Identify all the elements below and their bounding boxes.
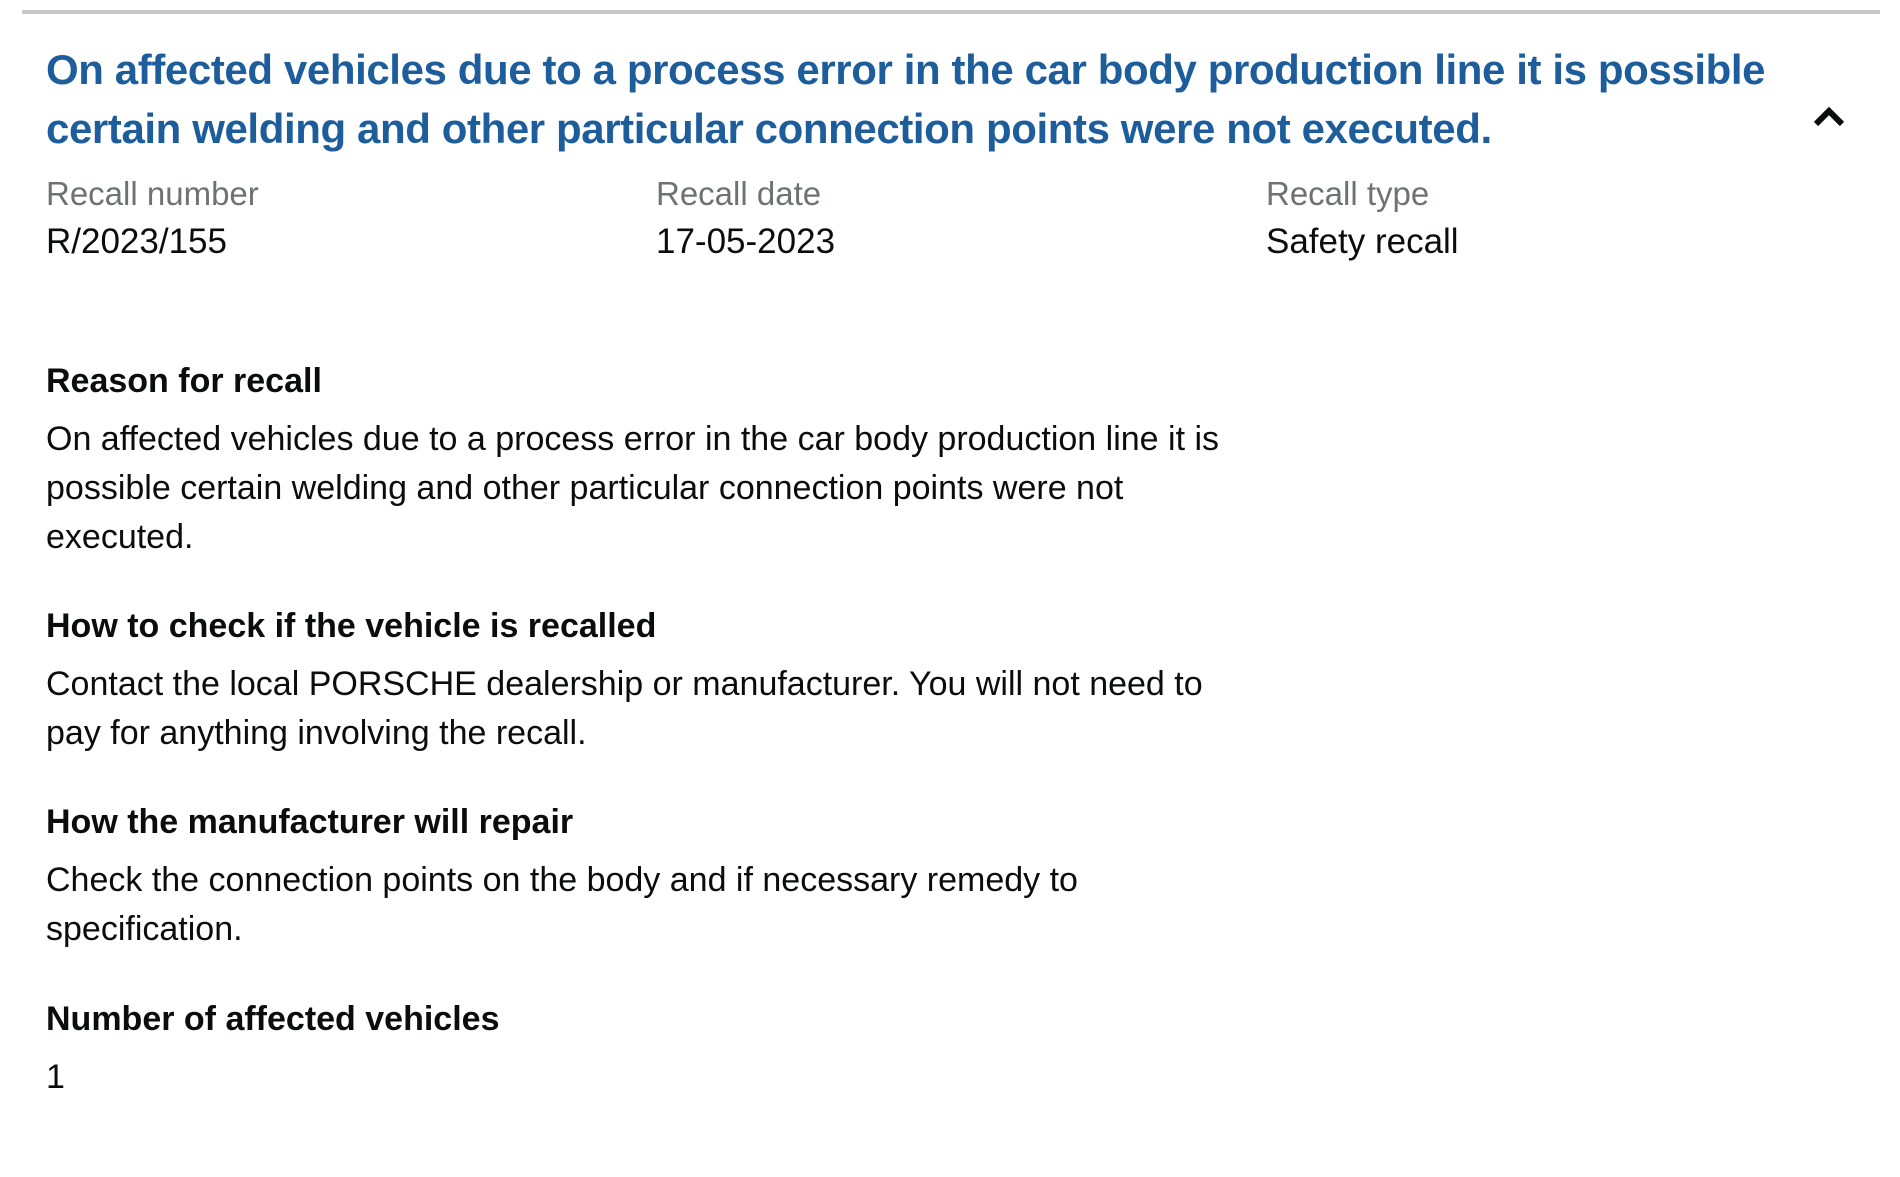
check-section	[46, 604, 1266, 758]
repair-heading: How the manufacturer will repair	[46, 803, 574, 841]
recall-date	[656, 172, 1216, 268]
reason-section	[46, 359, 1266, 562]
affected-count: 1	[46, 1058, 65, 1096]
check-body: Contact the local PORSCHE dealership or manufacturer. You will not need to pay for anything involving the recall.	[46, 665, 1203, 752]
chevron-up-icon[interactable]	[1810, 97, 1848, 135]
recall-number	[46, 172, 606, 268]
check-heading: How to check if the vehicle is recalled	[46, 607, 657, 645]
affected-section	[46, 997, 1266, 1102]
recall-date-value: 17-05-2023	[656, 222, 836, 261]
recall-type-label: Recall type	[1266, 175, 1430, 212]
recall-date-label: Recall date	[656, 175, 822, 212]
recall-type-value: Safety recall	[1266, 222, 1459, 261]
recall-title[interactable]: On affected vehicles due to a process error in the car body production line it is possible certain welding and other particular connection points were not executed.	[46, 46, 1766, 152]
affected-heading: Number of affected vehicles	[46, 1000, 500, 1038]
recall-type	[1266, 172, 1826, 268]
repair-body: Check the connection points on the body and if necessary remedy to specification.	[46, 861, 1078, 948]
recall-heading[interactable]	[46, 40, 1886, 158]
recall-number-value: R/2023/155	[46, 222, 227, 261]
recall-number-label: Recall number	[46, 175, 259, 212]
reason-heading: Reason for recall	[46, 362, 322, 400]
reason-body: On affected vehicles due to a process error in the car body production line it is possible certain welding and other particular connection points were not executed.	[46, 420, 1220, 556]
repair-section	[46, 800, 1266, 954]
